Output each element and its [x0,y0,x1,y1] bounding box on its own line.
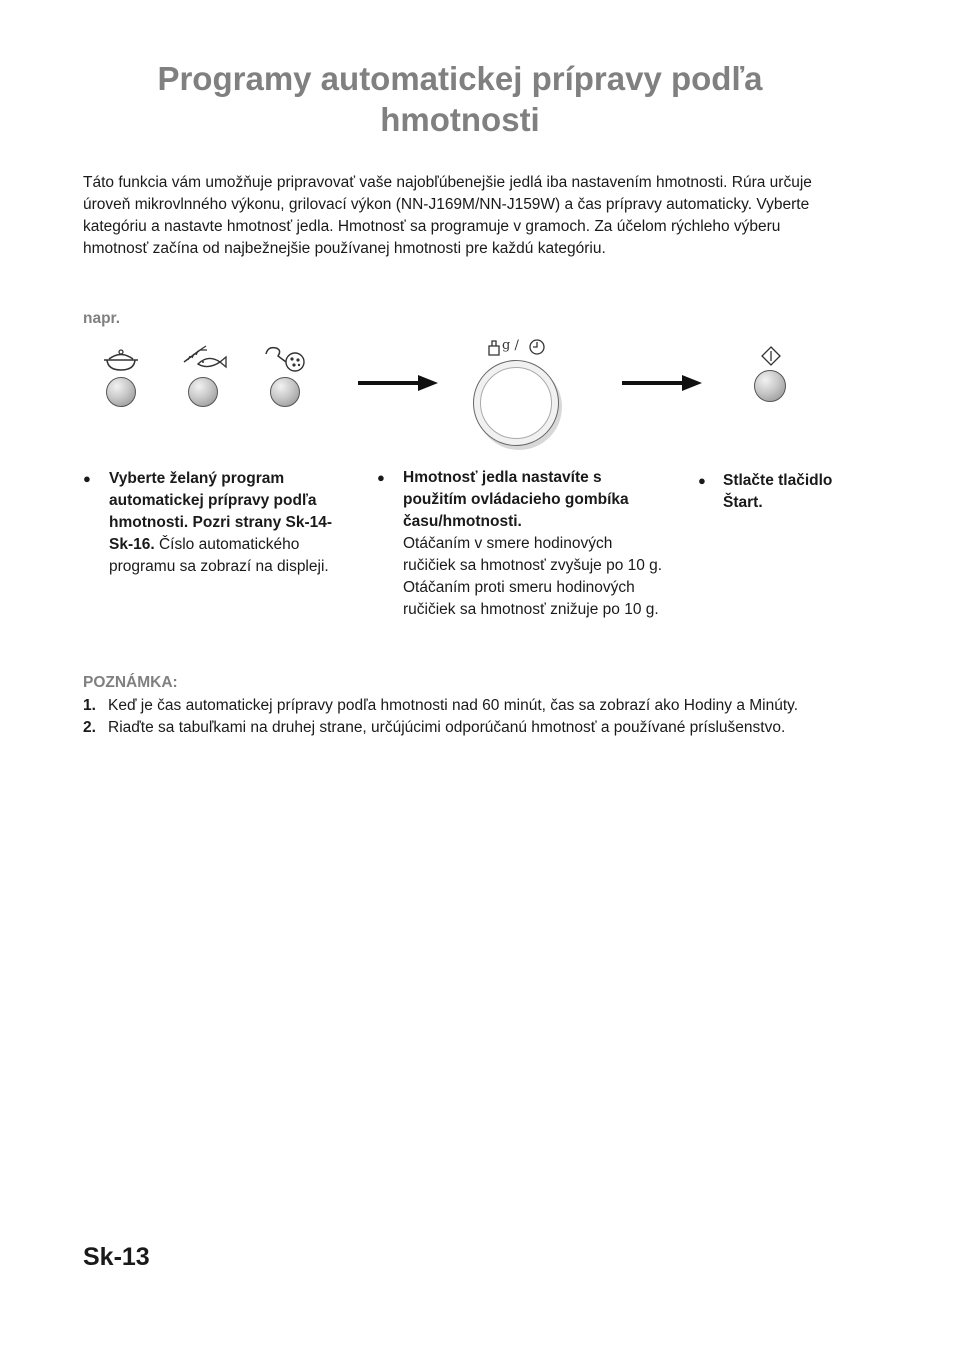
page-title [60,58,860,140]
note-list [83,695,843,739]
page-title-line-2: hmotnosti [380,101,540,138]
time-weight-dial[interactable] [473,360,563,450]
step-1-bold: Vyberte želaný program automatickej prípravy podľa hmotnosti. Pozri strany Sk-14- Sk-16. [109,470,333,553]
note-item [83,717,843,739]
page-title-line-1: Programy automatickej prípravy podľa [157,60,763,97]
auto-program-button-3[interactable] [270,377,300,407]
note-number: 1. [83,697,96,714]
note-item [83,695,843,717]
bullet: ● [377,470,385,485]
arrow-right-icon [620,373,704,393]
step-2 [377,467,667,621]
step-1-normal: Číslo automatického programu sa zobrazí na displeji. [109,536,329,575]
step-1-text [109,468,343,578]
step-3-bold: Stlačte tlačidlo Štart. [723,472,833,511]
step-2-bold: Hmotnosť jedla nastavíte s použitím ovládacieho gombíka času/hmotnosti. [403,469,629,530]
start-icon [761,346,781,366]
meat-pizza-icon [262,342,310,372]
start-button[interactable] [754,370,786,402]
dial-face [480,367,552,439]
auto-program-button-1[interactable] [106,377,136,407]
weight-time-icon [487,337,557,359]
weight-time-label: g / [502,338,519,353]
vegetables-fish-icon [180,342,228,372]
step-2-normal: Otáčaním v smere hodinových ručičiek sa hmotnosť zvyšuje po 10 g. Otáčaním proti smeru hodinových ručičiek sa hmotnosť znižuje po 10 g. [403,535,663,618]
step-3-text [723,470,848,514]
arrow-right-icon [356,373,440,393]
casserole-icon [100,346,142,372]
weight-icon [487,338,501,356]
intro-paragraph: Táto funkcia vám umožňuje pripravovať vaše najobľúbenejšie jedlá iba nastavením hmotnosti. Rúra určuje úroveň mikrovlnného výkonu, grilovací výkon (NN-J169M/NN-J159W) a čas prípravy automaticky. Vyberte kategóriu a nastavte hmotnosť jedla. Hmotnosť sa programuje v gramoch. Za účelom rýchleho výberu hmotnosť začína od najbežnejšie používanej hmotnosti pre každú kategóriu. [83,174,812,257]
note-text: Keď je čas automatickej prípravy podľa hmotnosti nad 60 minút, čas sa zobrazí ako Hodiny a Minúty. [108,697,799,714]
step-1 [83,468,343,578]
step-2-text [403,467,667,621]
note-text: Riaďte sa tabuľkami na druhej strane, určújúcimi odporúčanú hmotnosť a používané príslušenstvo. [108,719,786,736]
example-label: napr. [83,310,121,327]
auto-program-button-2[interactable] [188,377,218,407]
bullet: ● [83,471,91,486]
bullet: ● [698,473,706,488]
clock-icon [528,338,546,356]
page-number: Sk-13 [83,1243,150,1271]
note-number: 2. [83,719,96,736]
note-title: POZNÁMKA: [83,674,178,691]
step-3 [698,470,848,514]
